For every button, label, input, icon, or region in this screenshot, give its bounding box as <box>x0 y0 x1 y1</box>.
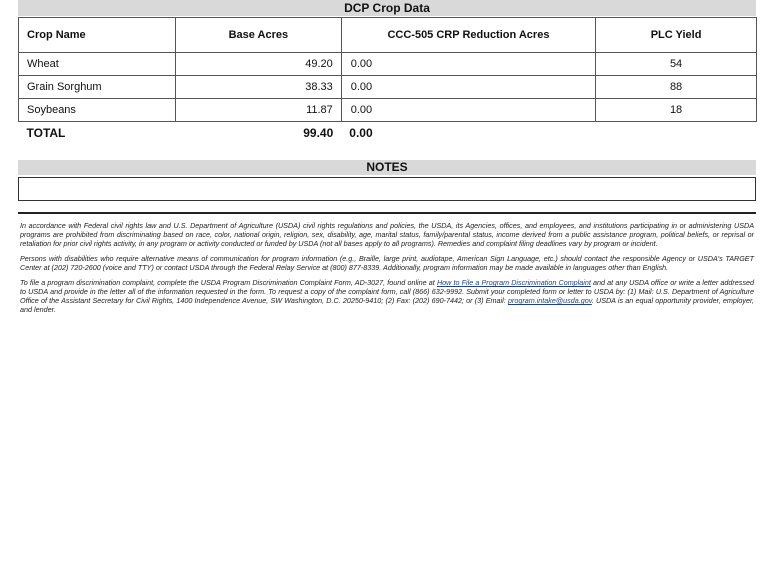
crp-reduction-cell: 0.00 <box>341 76 595 99</box>
crop-name-cell: Grain Sorghum <box>19 76 176 99</box>
plc-yield-cell: 18 <box>596 99 757 122</box>
disclaimer-text: To file a program discrimination complaint, complete the USDA Program Discrimination Complaint Form, AD-3027, found online at <box>20 278 437 287</box>
header-plc-yield: PLC Yield <box>596 18 757 53</box>
total-base-acres: 99.40 <box>303 126 334 140</box>
notes-title: NOTES <box>18 160 756 175</box>
header-crp-reduction-acres: CCC-505 CRP Reduction Acres <box>341 18 595 53</box>
disclaimer-text: and at any USDA office or write a letter addressed to USDA and provide in the letter all of the information requested in the form. To request a copy of the complaint form, call (866) 632-9992. Submit your completed form or letter to USDA by: (1) Mail: U.S. Department of Agriculture Office of the Assistant Secretary for Civil Rights, 1400 Independence Avenue, SW Washington, D.C. 20250-9410; (2) Fax: (202) 690-7442; or (3) Email: <box>20 278 754 305</box>
total-crp-reduction: 0.00 <box>349 126 373 140</box>
dcp-crop-data-title: DCP Crop Data <box>18 0 756 16</box>
crop-data-table <box>18 17 757 144</box>
header-crop-name: Crop Name <box>19 18 176 53</box>
notes-field[interactable] <box>18 177 756 201</box>
table-header-row <box>19 18 757 53</box>
divider <box>18 212 756 214</box>
plc-yield-cell: 88 <box>596 76 757 99</box>
total-label: TOTAL <box>26 126 66 140</box>
civil-rights-disclaimer <box>20 221 754 320</box>
disclaimer-paragraph-1: In accordance with Federal civil rights law and U.S. Department of Agriculture (USDA) civil rights regulations and policies, the USDA, its Agencies, offices, and employees, and institutions participating in or administering USDA programs are prohibited from discriminating based on race, color, national origin, religion, sex, disability, age, marital status, family/parental status, income derived from a public assistance program, political beliefs, or reprisal or retaliation for prior civil rights activity, in any program or activity conducted or funded by USDA (not all bases apply to all programs). Remedies and complaint filing deadlines vary by program or incident. <box>20 221 754 248</box>
disclaimer-text: . USDA is an equal opportunity provider, employer, and lender. <box>20 296 754 314</box>
header-base-acres: Base Acres <box>175 18 341 53</box>
crp-reduction-cell: 0.00 <box>341 99 595 122</box>
disclaimer-paragraph-3 <box>20 278 754 314</box>
base-acres-cell: 38.33 <box>175 76 341 99</box>
total-empty-cell <box>596 122 757 145</box>
table-row <box>19 99 757 122</box>
table-row <box>19 76 757 99</box>
disclaimer-paragraph-2: Persons with disabilities who require alternative means of communication for program information (e.g., Braille, large print, audiotape, American Sign Language, etc.) should contact the responsible Agency or USDA's TARGET Center at (202) 720-2600 (voice and TTY) or contact USDA through the Federal Relay Service at (800) 877-8339. Additionally, program information may be made available in languages other than English. <box>20 254 754 272</box>
base-acres-cell: 11.87 <box>175 99 341 122</box>
plc-yield-cell: 54 <box>596 53 757 76</box>
crop-name-cell: Soybeans <box>19 99 176 122</box>
base-acres-cell: 49.20 <box>175 53 341 76</box>
complaint-form-link[interactable]: How to File a Program Discrimination Complaint <box>436 278 591 287</box>
table-row <box>19 53 757 76</box>
email-link[interactable]: program.intake@usda.gov <box>507 296 592 305</box>
crop-name-cell: Wheat <box>19 53 176 76</box>
total-row <box>19 122 757 145</box>
crp-reduction-cell: 0.00 <box>341 53 595 76</box>
